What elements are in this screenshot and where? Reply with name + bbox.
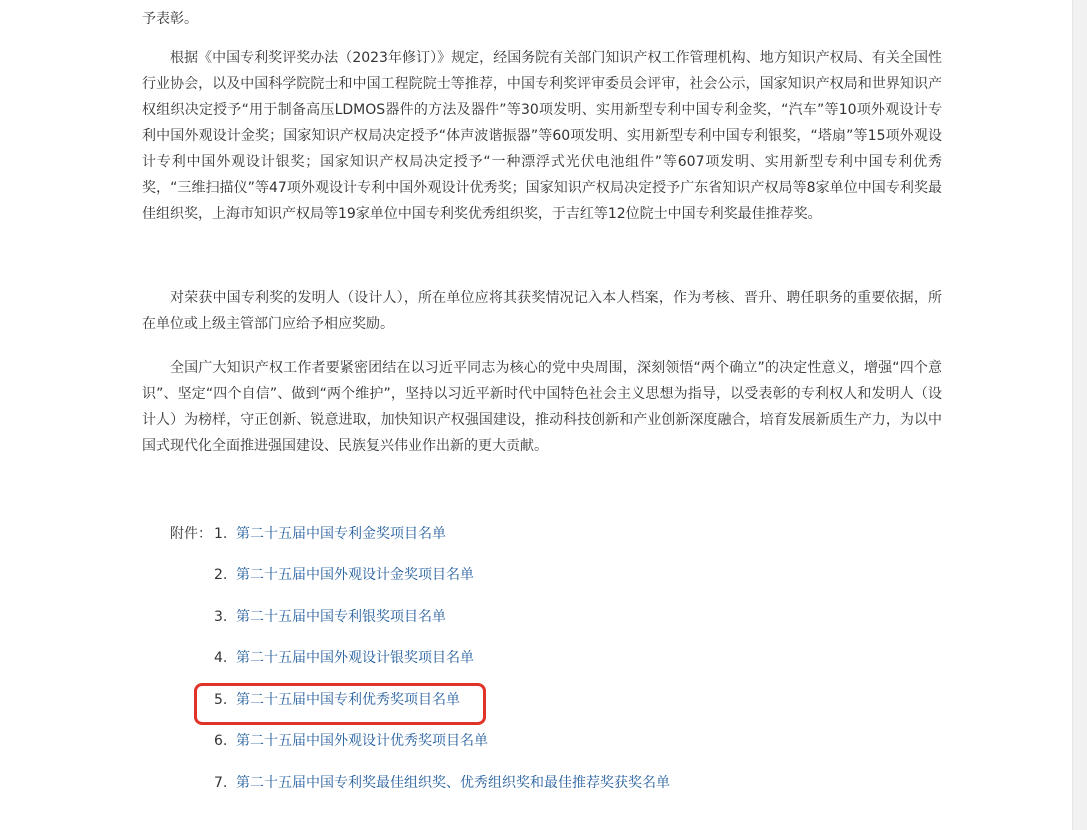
attachment-item <box>170 563 474 587</box>
attachment-number: 3. <box>214 609 228 625</box>
attachment-item <box>170 605 446 629</box>
attachment-link-silver-patent[interactable]: 第二十五届中国专利银奖项目名单 <box>236 609 446 625</box>
attachment-item <box>170 771 670 795</box>
attachment-item <box>170 522 446 546</box>
vertical-scrollbar[interactable] <box>1072 0 1087 830</box>
attachment-number: 4. <box>214 650 228 666</box>
paragraph-award-decision: 根据《中国专利奖评奖办法（2023年修订）》规定，经国务院有关部门知识产权工作管理机构、地方知识产权局、有关全国性行业协会，以及中国科学院院士和中国工程院院士等推荐，中国专利奖评审委员会评审，社会公示，国家知识产权局和世界知识产权组织决定授予“用于制备高压LDMOS器件的方法及器件”等30项发明、实用新型专利中国专利金奖，“汽车”等10项外观设计专利中国外观设计金奖；国家知识产权局决定授予“体声波谐振器”等60项发明、实用新型专利中国专利银奖，“塔扇”等15项外观设计专利中国外观设计银奖；国家知识产权局决定授予“一种漂浮式光伏电池组件”等607项发明、实用新型专利中国专利优秀奖，“三维扫描仪”等47项外观设计专利中国外观设计优秀奖；国家知识产权局决定授予广东省知识产权局等8家单位中国专利奖最佳组织奖，上海市知识产权局等19家单位中国专利奖优秀组织奖，于吉红等12位院士中国专利奖最佳推荐奖。 <box>142 50 942 222</box>
attachment-prefix-label: 附件： <box>170 526 212 542</box>
intro-fragment: 予表彰。 <box>142 11 198 27</box>
attachment-link-organization-awards[interactable]: 第二十五届中国专利奖最佳组织奖、优秀组织奖和最佳推荐奖获奖名单 <box>236 775 670 791</box>
attachment-number: 2. <box>214 567 228 583</box>
paragraph-call-to-action: 全国广大知识产权工作者要紧密团结在以习近平同志为核心的党中央周围，深刻领悟“两个确立”的决定性意义，增强“四个意识”、坚定“四个自信”、做到“两个维护”，坚持以习近平新时代中国特色社会主义思想为指导，以受表彰的专利权人和发明人（设计人）为榜样，守正创新、锐意进取，加快知识产权强国建设，推动科技创新和产业创新深度融合，培育发展新质生产力，为以中国式现代化全面推进强国建设、民族复兴伟业作出新的更大贡献。 <box>142 360 942 454</box>
attachment-link-excellence-patent[interactable]: 第二十五届中国专利优秀奖项目名单 <box>236 692 460 708</box>
attachment-number: 7. <box>214 775 228 791</box>
attachment-link-gold-patent[interactable]: 第二十五届中国专利金奖项目名单 <box>236 526 446 542</box>
attachment-link-excellence-design[interactable]: 第二十五届中国外观设计优秀奖项目名单 <box>236 733 488 749</box>
attachment-link-silver-design[interactable]: 第二十五届中国外观设计银奖项目名单 <box>236 650 474 666</box>
paragraph-inventor-reward: 对荣获中国专利奖的发明人（设计人），所在单位应将其获奖情况记入本人档案，作为考核、晋升、聘任职务的重要依据，所在单位或上级主管部门应给予相应奖励。 <box>142 290 942 332</box>
attachment-item <box>170 729 488 753</box>
attachment-number: 6. <box>214 733 228 749</box>
attachment-number: 5. <box>214 692 228 708</box>
attachment-number: 1. <box>214 526 228 542</box>
highlight-annotation-box <box>194 683 486 725</box>
attachment-link-gold-design[interactable]: 第二十五届中国外观设计金奖项目名单 <box>236 567 474 583</box>
attachment-item <box>170 646 474 670</box>
